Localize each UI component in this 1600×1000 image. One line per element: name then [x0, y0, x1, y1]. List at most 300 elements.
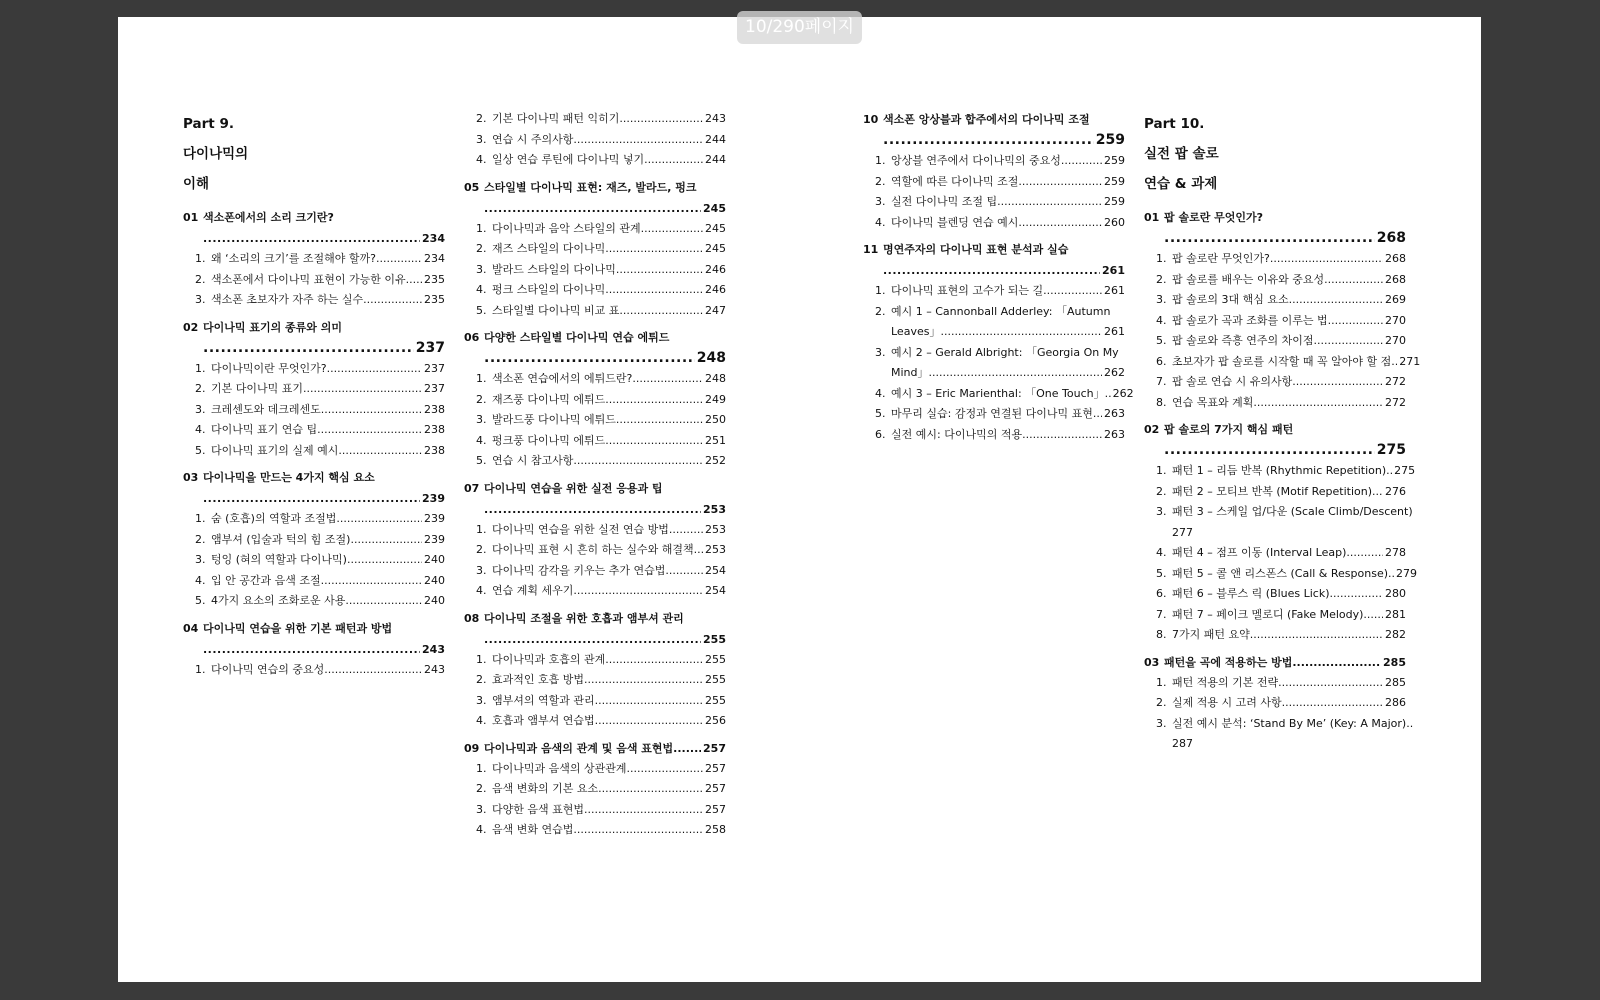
section-title: 팝 솔로 연습 시 유의사항 — [1172, 375, 1293, 388]
chapter-leader — [464, 198, 726, 219]
toc-section — [863, 281, 1125, 302]
section-title: 연습 목표와 계획 — [1172, 395, 1254, 409]
section-number: 3. — [1156, 716, 1167, 730]
toc-column-3 — [863, 109, 1134, 445]
chapter-leader — [183, 488, 445, 509]
section-number: 6. — [1156, 587, 1167, 600]
page-number: 259 — [1104, 174, 1125, 188]
section-title: 다이나믹 연습을 위한 실전 연습 방법 — [492, 522, 669, 536]
page-number: 239 — [424, 512, 445, 525]
section-title: 다이나믹과 음색의 상관관계 — [492, 761, 627, 775]
chapter-number: 04 — [183, 621, 199, 635]
part-title-line2: 연습 & 과제 — [1144, 176, 1218, 192]
section-number: 3. — [875, 195, 886, 208]
section-number: 3. — [195, 402, 206, 416]
section-number: 3. — [1156, 293, 1167, 306]
toc-chapter — [1144, 652, 1414, 755]
toc-section — [464, 150, 726, 171]
toc-chapter — [464, 478, 726, 602]
section-title: 패턴 5 – 콜 앤 리스폰스 (Call & Response) — [1172, 566, 1389, 580]
toc-section-line — [1156, 523, 1406, 544]
chapter-leader — [464, 499, 726, 520]
chapter-page: 237 — [415, 339, 445, 356]
chapter-title: 팝 솔로란 무엇인가? — [1164, 211, 1264, 224]
chapter-page: 275 — [1376, 442, 1406, 458]
toc-section — [464, 410, 726, 431]
toc-section — [183, 550, 445, 571]
section-title: 연습 계획 세우기 — [492, 584, 574, 597]
leader-dots — [929, 363, 1102, 384]
toc-section — [464, 779, 726, 800]
chapter-leader — [183, 338, 445, 359]
leader-dots — [584, 670, 703, 691]
section-number: 4. — [476, 433, 487, 447]
toc-chapter — [464, 327, 726, 472]
leader-dots — [605, 431, 703, 452]
section-number: 2. — [1156, 696, 1167, 709]
section-title: 초보자가 팝 솔로를 시작할 때 꼭 알아야 할 점 — [1172, 354, 1392, 368]
page-number: 257 — [705, 802, 726, 816]
leader-dots — [616, 260, 703, 281]
leader-dots — [1324, 270, 1383, 291]
page-number: 272 — [1385, 375, 1406, 388]
chapter-heading — [464, 478, 726, 499]
section-number: 1. — [476, 221, 487, 235]
chapter-title: 색소폰 앙상블과 합주에서의 다이나믹 조절 — [883, 113, 1090, 126]
section-number: 1. — [1156, 252, 1167, 265]
leader-dots — [350, 530, 422, 551]
toc-column-1 — [183, 109, 445, 680]
section-number: 8. — [1156, 395, 1167, 409]
toc-section — [464, 581, 726, 602]
section-title: 역할에 따른 다이나믹 조절 — [891, 174, 1019, 188]
chapter-number: 03 — [1144, 655, 1160, 669]
page-number: 270 — [1385, 313, 1406, 327]
leader-dots — [1314, 331, 1384, 352]
leader-dots — [321, 400, 422, 421]
leader-dots — [484, 499, 701, 520]
toc-section-line — [875, 363, 1125, 384]
page-number: 258 — [705, 823, 726, 836]
chapter-title: 팝 솔로의 7가지 핵심 패턴 — [1164, 423, 1294, 436]
leader-dots — [484, 629, 701, 650]
leader-dots — [1372, 482, 1383, 503]
page-number: 246 — [705, 262, 726, 276]
chapter-title: 다양한 스타일별 다이나믹 연습 에튀드 — [484, 331, 670, 344]
chapter-list — [1144, 207, 1421, 755]
section-title: 패턴 2 – 모티브 반복 (Motif Repetition) — [1172, 484, 1373, 498]
section-number: 1. — [195, 512, 206, 525]
leader-dots — [573, 130, 703, 151]
leader-dots — [940, 322, 1102, 343]
toc-section — [183, 571, 445, 592]
section-number: 2. — [195, 532, 206, 546]
toc-section — [183, 420, 445, 441]
section-title: 일상 연습 루틴에 다이나믹 넣기 — [492, 153, 645, 166]
toc-section — [464, 280, 726, 301]
leader-dots — [665, 561, 703, 582]
page-number: 245 — [705, 221, 726, 235]
toc-section — [1144, 352, 1421, 373]
leader-dots — [1363, 605, 1383, 626]
chapter-page: 255 — [703, 632, 726, 646]
chapter-leader — [183, 228, 445, 249]
page-number: 259 — [1104, 154, 1125, 167]
page-number: 272 — [1385, 395, 1406, 409]
toc-section — [183, 379, 445, 400]
leader-dots — [619, 301, 703, 322]
leader-dots — [347, 550, 422, 571]
leader-dots — [644, 150, 703, 171]
chapter-heading — [464, 327, 726, 348]
toc-section — [863, 151, 1125, 172]
toc-section-line — [875, 302, 1125, 323]
leader-dots — [605, 390, 703, 411]
chapter-title: 다이나믹과 음색의 관계 및 음색 표현법 — [484, 741, 674, 755]
section-number: 2. — [476, 112, 487, 125]
section-title: 실전 다이나믹 조절 팁 — [891, 195, 998, 208]
section-title: 다이나믹 표기의 실제 예시 — [211, 443, 339, 457]
chapter-heading — [1144, 652, 1406, 673]
section-title: 마무리 실습: 감정과 연결된 다이나믹 표현 — [891, 407, 1093, 420]
chapter-leader — [464, 348, 726, 369]
section-title-cont: Leaves」 — [891, 325, 941, 338]
chapter-title: 다이나믹 연습을 위한 기본 패턴과 방법 — [203, 621, 393, 635]
section-title: 효과적인 호흡 방법 — [492, 673, 585, 686]
chapter-heading — [183, 618, 445, 639]
toc-section — [183, 359, 445, 380]
leader-dots — [1164, 228, 1375, 249]
page-number: 238 — [424, 402, 445, 416]
toc-section — [863, 425, 1125, 446]
page-number: 253 — [705, 522, 726, 536]
section-title: 연습 시 참고사항 — [492, 454, 574, 467]
page-number: 263 — [1104, 427, 1125, 441]
page-number: 255 — [705, 652, 726, 666]
toc-chapter — [464, 608, 726, 732]
section-number: 4. — [875, 215, 886, 229]
chapter-title: 패턴을 곡에 적용하는 방법 — [1164, 655, 1293, 669]
toc-section — [183, 270, 445, 291]
page-number: 285 — [1385, 675, 1406, 689]
toc-section — [1144, 564, 1418, 585]
page-number: 240 — [424, 553, 445, 566]
toc-section — [1144, 673, 1406, 694]
toc-section — [1144, 584, 1406, 605]
section-title: 음색 변화의 기본 요소 — [492, 782, 599, 795]
section-title: 패턴 적용의 기본 전략 — [1172, 675, 1279, 689]
leader-dots — [573, 451, 703, 472]
section-number: 1. — [195, 361, 206, 375]
section-title: 실제 적용 시 고려 사항 — [1172, 696, 1282, 709]
page-number: 238 — [424, 423, 445, 436]
toc-section — [464, 260, 726, 281]
toc-section — [183, 290, 445, 311]
chapter-heading — [183, 207, 445, 228]
section-title: 기본 다이나믹 패턴 익히기 — [492, 112, 620, 125]
leader-dots — [641, 219, 703, 240]
section-title: 호흡과 앰부셔 연습법 — [492, 714, 595, 727]
chapter-page: 248 — [696, 350, 726, 366]
leader-dots — [484, 348, 695, 369]
chapter-page: 259 — [1095, 132, 1125, 148]
page-number: 268 — [1385, 252, 1406, 265]
section-number: 7. — [1156, 375, 1167, 388]
section-title: 팝 솔로와 즉흥 연주의 차이점 — [1172, 334, 1314, 347]
section-number: 3. — [875, 345, 886, 359]
chapter-heading — [863, 109, 1125, 130]
section-number: 2. — [875, 174, 886, 188]
chapter-number: 06 — [464, 331, 480, 344]
leader-dots — [619, 109, 703, 130]
section-title: 크레센도와 데크레센도 — [211, 402, 321, 416]
leader-dots — [203, 338, 414, 359]
chapter-heading — [464, 738, 726, 759]
leader-dots — [669, 520, 703, 541]
part-title-line2: 이해 — [183, 176, 210, 192]
leader-dots — [1093, 404, 1102, 425]
toc-section — [1144, 605, 1406, 626]
chapter-page: 261 — [1102, 264, 1125, 277]
leader-dots — [1164, 440, 1375, 461]
toc-chapter — [464, 177, 726, 322]
page-number: 244 — [705, 132, 726, 146]
chapter-number: 08 — [464, 611, 480, 625]
section-number: 4. — [1156, 313, 1167, 327]
chapter-leader — [863, 130, 1125, 151]
section-title: 다이나믹 연습의 중요성 — [211, 662, 325, 676]
section-title-cont: 277 — [1172, 525, 1193, 539]
section-number: 3. — [476, 132, 487, 146]
section-number: 2. — [476, 673, 487, 686]
section-number: 4. — [476, 714, 487, 727]
section-number: 3. — [476, 563, 487, 577]
chapter-number: 11 — [863, 243, 879, 256]
page-number: 249 — [705, 392, 726, 406]
leader-dots — [605, 239, 703, 260]
section-title: 실전 예시: 다이나믹의 적용 — [891, 427, 1023, 441]
toc-section — [183, 660, 445, 681]
section-number: 6. — [875, 427, 886, 441]
section-number: 3. — [195, 553, 206, 566]
leader-dots — [338, 441, 422, 462]
leader-dots — [1022, 425, 1102, 446]
page-number: 234 — [424, 252, 445, 265]
leader-dots — [317, 420, 422, 441]
toc-section — [464, 800, 726, 821]
page-number: 235 — [424, 293, 445, 306]
toc-section — [1144, 290, 1406, 311]
section-title: 예시 3 – Eric Marienthal: 「One Touch」 — [891, 386, 1105, 400]
leader-dots — [406, 270, 422, 291]
toc-section — [464, 451, 726, 472]
chapter-leader — [183, 639, 445, 660]
leader-dots — [1289, 290, 1383, 311]
chapter-list — [464, 177, 726, 841]
leader-dots — [584, 800, 703, 821]
toc-section — [1144, 693, 1406, 714]
chapter-page: 245 — [703, 201, 726, 215]
section-number: 4. — [476, 153, 487, 166]
section-number: 2. — [875, 304, 886, 318]
page-number: 245 — [705, 242, 726, 255]
leader-dots — [1043, 281, 1102, 302]
page-number: 252 — [705, 454, 726, 467]
chapter-title: 명연주자의 다이나믹 표현 분석과 실습 — [883, 243, 1069, 256]
chapter-title: 스타일별 다이나믹 표현: 재즈, 발라드, 펑크 — [484, 180, 697, 194]
section-title: 다이나믹 감각을 키우는 추가 연습법 — [492, 563, 666, 577]
page-number: 254 — [705, 584, 726, 597]
leader-dots — [1328, 311, 1383, 332]
section-number: 1. — [195, 252, 206, 265]
section-title: 앰부셔의 역할과 관리 — [492, 693, 595, 707]
toc-section — [183, 591, 445, 612]
leader-dots — [616, 410, 703, 431]
page-number: 256 — [705, 714, 726, 727]
section-title: 왜 ‘소리의 크기’를 조절해야 할까? — [211, 252, 376, 265]
page-number: 282 — [1385, 628, 1406, 641]
chapter-title: 다이나믹 조절을 위한 호흡과 앰부셔 관리 — [484, 611, 684, 625]
toc-section — [1144, 393, 1406, 414]
page-number: 243 — [705, 112, 726, 125]
chapter-leader — [464, 629, 726, 650]
toc-section — [863, 302, 1125, 343]
page-number: 271 — [1399, 354, 1421, 368]
section-number: 2. — [195, 382, 206, 395]
section-title: 색소폰 연습에서의 에튀드란? — [492, 372, 633, 385]
section-title: 다이나믹과 음악 스타일의 관계 — [492, 221, 641, 235]
section-number: 2. — [1156, 272, 1167, 286]
chapter-heading — [1144, 207, 1406, 228]
page-number: 262 — [1112, 386, 1134, 400]
leader-dots — [1270, 249, 1383, 270]
toc-section — [183, 249, 445, 270]
chapter-number: 10 — [863, 113, 879, 126]
toc-section — [464, 431, 726, 452]
page-number: 278 — [1385, 546, 1406, 559]
leader-dots — [203, 228, 420, 249]
leader-dots — [363, 290, 422, 311]
leader-dots — [1250, 625, 1383, 646]
section-title: 색소폰 초보자가 자주 하는 실수 — [211, 293, 364, 306]
section-number: 5. — [1156, 334, 1167, 347]
page-number: 261 — [1104, 325, 1125, 338]
leader-dots — [605, 280, 703, 301]
page-number: 240 — [424, 573, 445, 587]
section-title: 패턴 6 – 블루스 릭 (Blues Lick) — [1172, 587, 1330, 600]
section-title: 펑크풍 다이나믹 에튀드 — [492, 433, 606, 447]
section-number: 4. — [476, 823, 487, 836]
section-title: 팝 솔로란 무엇인가? — [1172, 252, 1270, 265]
toc-section — [464, 390, 726, 411]
part-heading — [183, 109, 445, 199]
section-title: 다이나믹 표기 연습 팁 — [211, 423, 318, 436]
leader-dots — [595, 711, 703, 732]
chapter-heading — [1144, 419, 1406, 440]
chapter-page: 243 — [422, 642, 445, 656]
section-title: 패턴 4 – 점프 이동 (Interval Leap) — [1172, 546, 1347, 559]
leader-dots — [321, 571, 422, 592]
toc-chapter — [1144, 207, 1421, 413]
section-title: 펑크 스타일의 다이나믹 — [492, 283, 606, 296]
leader-dots — [883, 130, 1094, 151]
toc-section — [863, 213, 1125, 234]
chapter-number: 09 — [464, 741, 480, 755]
page-number: 279 — [1396, 566, 1418, 580]
toc-section — [863, 172, 1125, 193]
chapter-title: 다이나믹 표기의 종류와 의미 — [203, 320, 342, 334]
toc-section — [863, 192, 1125, 213]
page-number: 260 — [1104, 215, 1125, 229]
section-number: 4. — [476, 283, 487, 296]
page-number: 244 — [705, 153, 726, 166]
toc-section — [1144, 543, 1406, 564]
page-number: 248 — [705, 372, 726, 385]
toc-section — [464, 130, 726, 151]
leader-dots — [303, 379, 422, 400]
section-title: 다이나믹 표현의 고수가 되는 길 — [891, 284, 1044, 297]
toc-section — [1144, 270, 1406, 291]
section-number: 1. — [476, 761, 487, 775]
leader-dots — [1292, 372, 1383, 393]
section-number: 5. — [195, 443, 206, 457]
page-number: 281 — [1385, 607, 1406, 621]
toc-chapter — [863, 239, 1134, 445]
section-number: 3. — [476, 802, 487, 816]
toc-section — [464, 670, 726, 691]
page-number: 259 — [1104, 195, 1125, 208]
chapter-number: 07 — [464, 481, 480, 495]
toc-section — [464, 561, 726, 582]
chapter-page: 239 — [422, 492, 445, 505]
toc-section — [464, 369, 726, 390]
page-number: 240 — [424, 594, 445, 607]
leader-dots — [595, 691, 703, 712]
section-title: 발라드풍 다이나믹 에튀드 — [492, 413, 616, 426]
toc-section — [863, 404, 1125, 425]
section-title: 텅잉 (혀의 역할과 다이나믹) — [211, 553, 347, 566]
section-title: 실전 예시 분석: ‘Stand By Me’ (Key: A Major).. — [1172, 716, 1414, 730]
chapter-leader — [863, 260, 1125, 281]
toc-section — [464, 650, 726, 671]
section-title: 팝 솔로가 곡과 조화를 이루는 법 — [1172, 313, 1328, 327]
leader-dots — [1292, 652, 1381, 673]
toc-section — [464, 759, 726, 780]
section-title: 색소폰에서 다이나믹 표현이 가능한 이유 — [211, 272, 406, 286]
page-number: 247 — [705, 303, 726, 317]
leader-dots — [1278, 673, 1383, 694]
page-number: 270 — [1385, 334, 1406, 347]
section-title: 기본 다이나믹 표기 — [211, 382, 304, 395]
chapter-title: 다이나믹을 만드는 4가지 핵심 요소 — [203, 471, 375, 484]
page-number: 238 — [424, 443, 445, 457]
section-number: 1. — [195, 662, 206, 676]
chapter-list — [863, 109, 1134, 445]
page-number: 251 — [705, 433, 726, 447]
chapter-title-group — [464, 738, 673, 759]
chapter-title: 다이나믹 연습을 위한 실전 응용과 팁 — [484, 481, 663, 495]
section-title: 패턴 1 – 리듬 반복 (Rhythmic Repetition) — [1172, 464, 1387, 477]
toc-section — [183, 509, 445, 530]
chapter-heading — [464, 608, 726, 629]
toc-section — [464, 109, 726, 130]
section-number: 3. — [476, 262, 487, 276]
toc-section — [464, 820, 726, 841]
section-number: 4. — [875, 386, 886, 400]
section-title: 다이나믹이란 무엇인가? — [211, 361, 327, 375]
section-title: 다이나믹 표현 시 흔히 하는 실수와 해결책 — [492, 543, 694, 556]
toc-section — [1144, 714, 1414, 755]
